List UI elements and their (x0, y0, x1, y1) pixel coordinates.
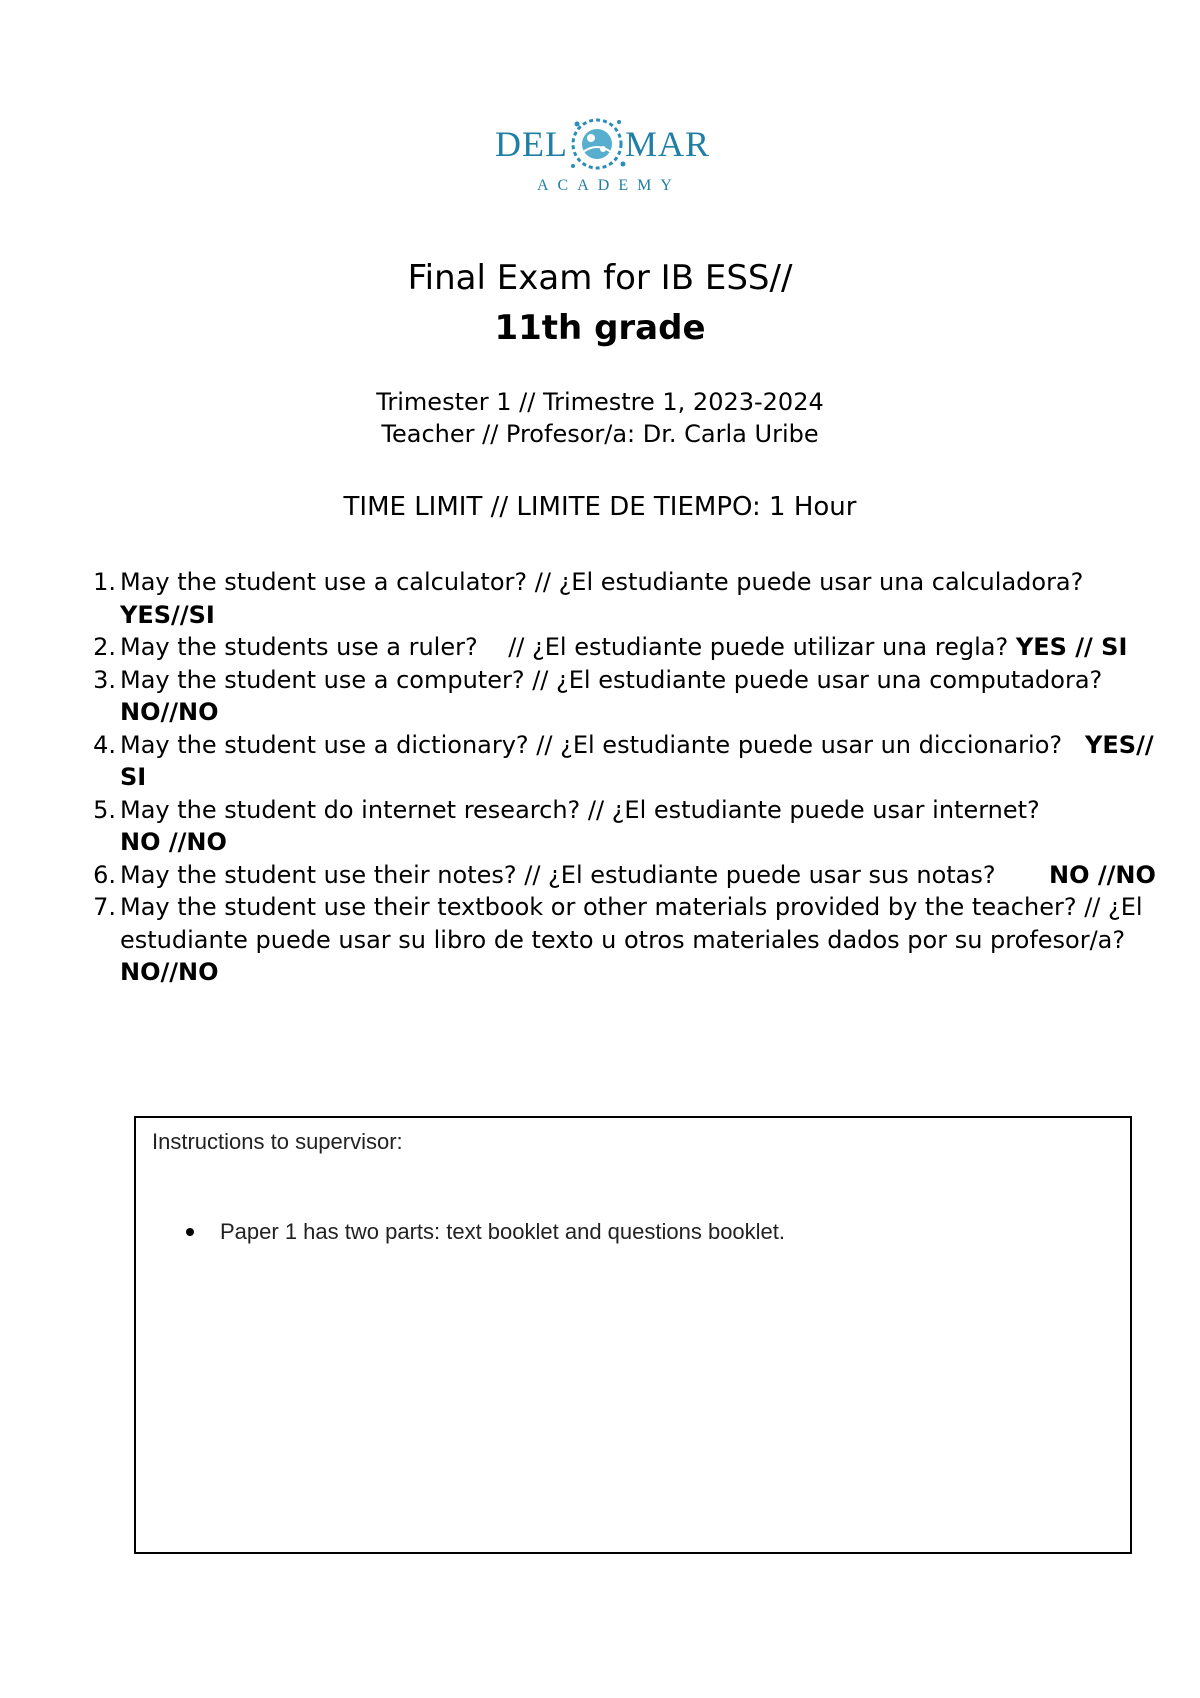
supervisor-title: Instructions to supervisor: (152, 1129, 403, 1154)
question-number: 2. (93, 633, 116, 661)
question-item (93, 859, 1180, 892)
exam-grade: 11th grade (494, 308, 706, 348)
question-number: 4. (93, 730, 116, 759)
logo-text-del: DEL (495, 124, 568, 164)
question-number: 1. (93, 568, 116, 596)
question-number: 6. (93, 860, 116, 889)
question-text: May the student use their textbook or other materials provided by the teacher? // ¿El estudiante puede usar su libro de texto u otros materiales dados por su profesor/a? (120, 893, 1143, 954)
question-text: May the student use a dictionary? // ¿El estudiante puede usar un diccionario? (120, 730, 1063, 759)
list-item (186, 1218, 785, 1246)
del-mar-academy-logo (495, 112, 715, 202)
trimester-line: Trimester 1 // Trimestre 1, 2023-2024 (376, 388, 824, 416)
question-item (93, 891, 1180, 989)
logo-text-academy: ACADEMY (537, 177, 681, 194)
question-text: May the student use a calculator? // ¿El estudiante puede usar una calculadora? (120, 568, 1084, 596)
logo-text-mar: MAR (625, 124, 711, 164)
question-item (93, 631, 1180, 664)
bullet-text: Paper 1 has two parts: text booklet and questions booklet. (220, 1219, 786, 1244)
question-item (93, 729, 1180, 794)
question-answer: NO//NO (120, 958, 219, 986)
question-text: May the student use their notes? // ¿El estudiante puede usar sus notas? (120, 860, 996, 889)
logo-emblem-icon (571, 120, 626, 168)
question-answer: NO//NO (120, 698, 219, 726)
question-answer: YES// SI (120, 730, 1154, 791)
question-item (93, 566, 1180, 631)
question-answer: YES // SI (1015, 633, 1128, 661)
question-number: 7. (93, 893, 116, 921)
question-answer: NO //NO (120, 828, 227, 856)
supervisor-instructions-box (134, 1116, 1132, 1554)
question-item (93, 794, 1180, 859)
question-text: May the student use a computer? // ¿El estudiante puede usar una computadora? (120, 665, 1103, 694)
question-text: May the students use a ruler? // ¿El estudiante puede utilizar una regla? (120, 633, 1009, 661)
question-item (93, 664, 1180, 729)
supervisor-bullet-list (186, 1218, 785, 1246)
question-list (93, 566, 1180, 989)
question-answer: NO //NO (1049, 860, 1156, 889)
exam-title: Final Exam for IB ESS// (407, 258, 793, 298)
teacher-line: Teacher // Profesor/a: Dr. Carla Uribe (381, 420, 819, 448)
question-number: 5. (93, 795, 116, 824)
question-text: May the student do internet research? // ¿El estudiante puede usar internet? (120, 795, 1040, 824)
question-answer: YES//SI (120, 600, 215, 629)
time-limit: TIME LIMIT // LIMITE DE TIEMPO: 1 Hour (343, 492, 857, 522)
bullet-icon (186, 1228, 194, 1236)
question-number: 3. (93, 665, 116, 694)
